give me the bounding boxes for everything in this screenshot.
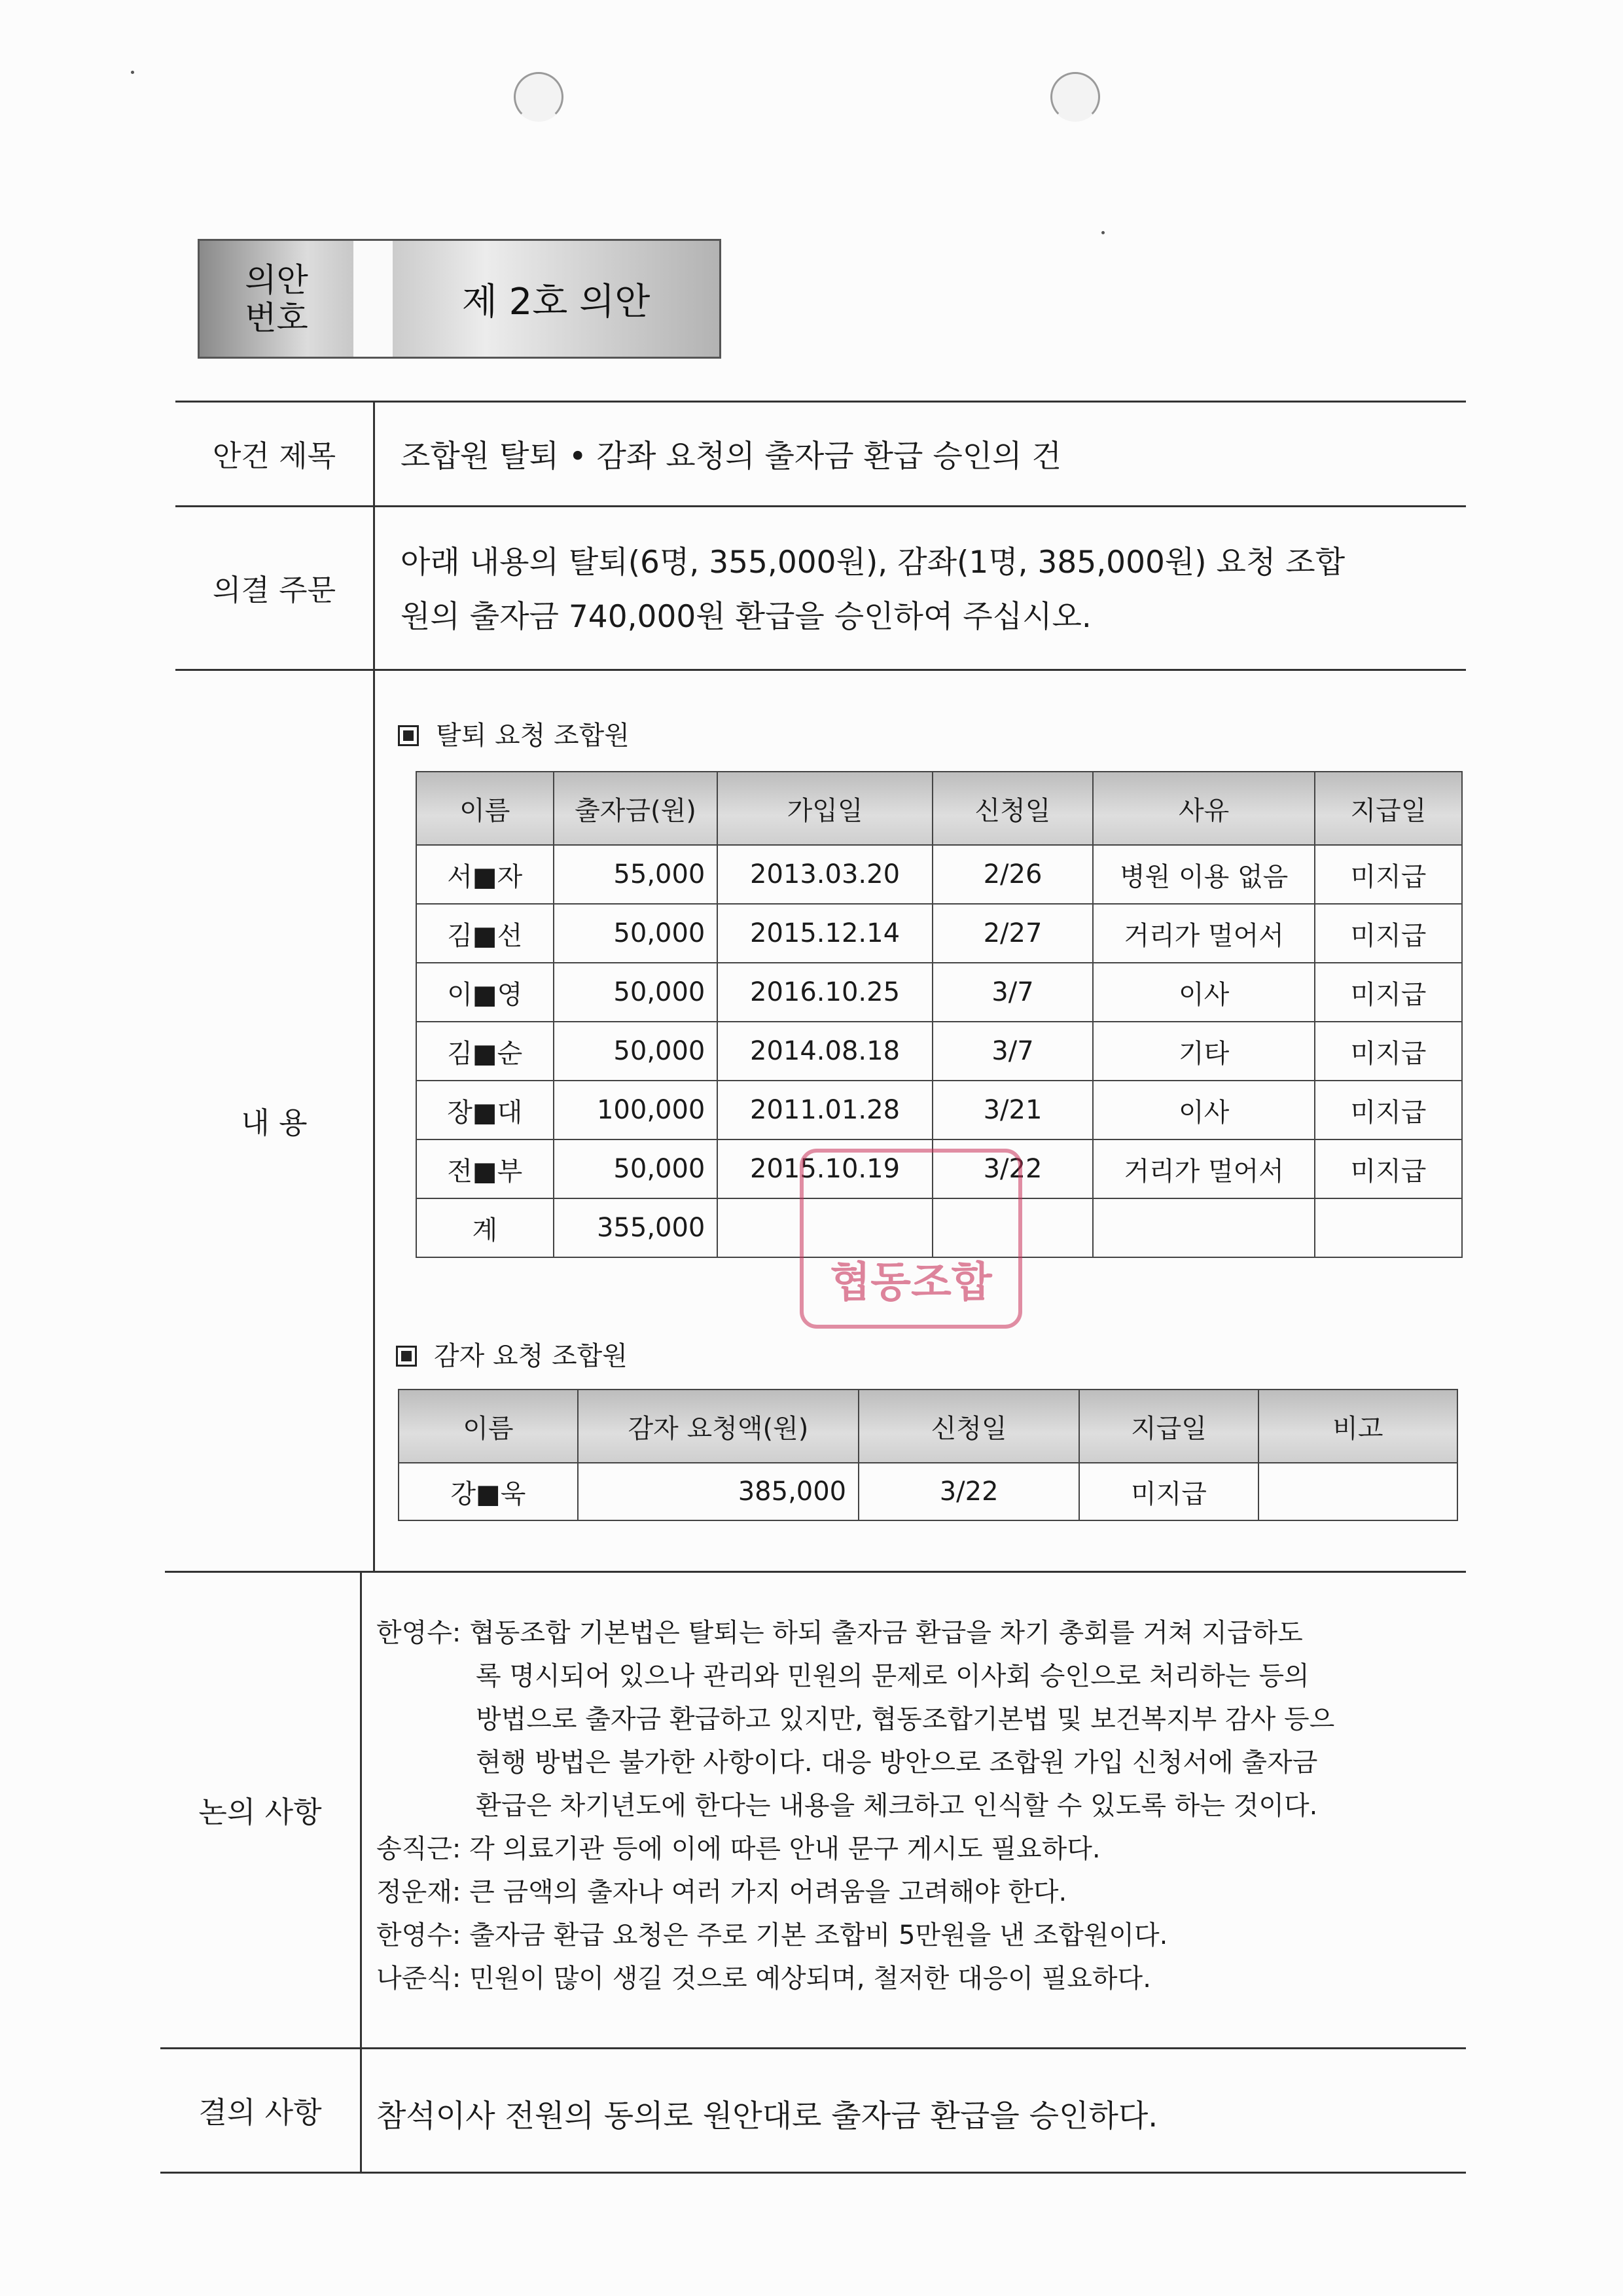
table-header: 신청일 bbox=[933, 772, 1094, 845]
punch-hole-left bbox=[514, 72, 563, 122]
discussion-line: 나준식: 민원이 많이 생길 것으로 예상되며, 철저한 대응이 필요하다. bbox=[376, 1964, 1151, 1994]
decision-label: 결의 사항 bbox=[198, 2094, 322, 2130]
discussion-line: 한영수: 협동조합 기본법은 탈퇴는 하되 출자금 환급을 차기 총회를 거쳐 지급하도 bbox=[376, 1618, 1303, 1648]
discussion-text bbox=[376, 1611, 1450, 2000]
resolution-line-1: 아래 내용의 탈퇴(6명, 355,000원), 감좌(1명, 385,000원) 요청 조합 bbox=[401, 545, 1346, 581]
table-header: 출자금(원) bbox=[554, 772, 718, 845]
punch-hole-right bbox=[1050, 72, 1100, 122]
filled-square-bullet-icon bbox=[398, 725, 419, 746]
subject-text: 조합원 탈퇴 • 감좌 요청의 출자금 환급 승인의 건 bbox=[401, 439, 1061, 475]
table-header: 가입일 bbox=[717, 772, 932, 845]
discussion-label: 논의 사항 bbox=[198, 1794, 322, 1829]
table-row: 김■순 50,000 2014.08.18 3/7 기타 미지급 bbox=[416, 1022, 1462, 1081]
discussion-line: 정운재: 큰 금액의 출자나 여러 가지 어려움을 고려해야 한다. bbox=[376, 1877, 1067, 1907]
discussion-line: 방법으로 출자금 환급하고 있지만, 협동조합기본법 및 보건복지부 감사 등으 bbox=[476, 1704, 1335, 1734]
table-header: 이름 bbox=[399, 1390, 578, 1463]
content-label: 내 용 bbox=[241, 1105, 308, 1140]
withdraw-section-title: 탈퇴 요청 조합원 bbox=[398, 715, 630, 752]
subject-label: 안건 제목 bbox=[212, 438, 336, 473]
column-divider bbox=[373, 401, 375, 1572]
table-header: 지급일 bbox=[1079, 1390, 1258, 1463]
decision-text: 참석이사 전원의 동의로 원안대로 출자금 환급을 승인하다. bbox=[376, 2098, 1158, 2134]
table-header: 감자 요청액(원) bbox=[578, 1390, 859, 1463]
table-row: 이■영 50,000 2016.10.25 3/7 이사 미지급 bbox=[416, 963, 1462, 1022]
reduce-section-title: 감자 요청 조합원 bbox=[396, 1335, 628, 1372]
discussion-line: 록 명시되어 있으나 관리와 민원의 문제로 이사회 승인으로 처리하는 등의 bbox=[476, 1661, 1310, 1691]
resolution-label: 의결 주문 bbox=[212, 572, 336, 607]
row-divider bbox=[160, 2172, 1466, 2174]
table-header: 이름 bbox=[416, 772, 554, 845]
scan-speck bbox=[1101, 231, 1105, 234]
resolution-line-2: 원의 출자금 740,000원 환급을 승인하여 주십시오. bbox=[401, 599, 1092, 635]
column-divider bbox=[360, 1571, 362, 2173]
reduce-table bbox=[398, 1389, 1458, 1521]
filled-square-bullet-icon bbox=[396, 1346, 417, 1367]
scan-speck bbox=[131, 71, 134, 74]
discussion-line: 송직근: 각 의료기관 등에 이에 따른 안내 문구 게시도 필요하다. bbox=[376, 1834, 1101, 1864]
table-row: 장■대 100,000 2011.01.28 3/21 이사 미지급 bbox=[416, 1081, 1462, 1139]
agenda-number-badge bbox=[198, 239, 721, 359]
discussion-line: 현행 방법은 불가한 사항이다. 대응 방안으로 조합원 가입 신청서에 출자금 bbox=[476, 1748, 1318, 1778]
table-total-row: 계 355,000 bbox=[416, 1198, 1462, 1257]
discussion-line: 한영수: 출자금 환급 요청은 주로 기본 조합비 5만원을 낸 조합원이다. bbox=[376, 1920, 1168, 1950]
table-header: 신청일 bbox=[859, 1390, 1079, 1463]
table-row: 김■선 50,000 2015.12.14 2/27 거리가 멀어서 미지급 bbox=[416, 904, 1462, 963]
table-row: 서■자 55,000 2013.03.20 2/26 병원 이용 없음 미지급 bbox=[416, 845, 1462, 904]
table-row: 강■욱 385,000 3/22 미지급 bbox=[399, 1463, 1457, 1520]
agenda-number-title: 제 2호 의안 bbox=[461, 280, 651, 323]
table-header: 지급일 bbox=[1315, 772, 1462, 845]
table-row: 전■부 50,000 2015.10.19 3/22 거리가 멀어서 미지급 bbox=[416, 1139, 1462, 1198]
discussion-line: 환급은 차기년도에 한다는 내용을 체크하고 인식할 수 있도록 하는 것이다. bbox=[476, 1791, 1318, 1821]
table-header: 사유 bbox=[1093, 772, 1315, 845]
official-seal-stamp: 협동조합 bbox=[800, 1149, 1022, 1329]
table-header: 비고 bbox=[1258, 1390, 1457, 1463]
agenda-number-label: 의안 번호 bbox=[200, 241, 353, 357]
